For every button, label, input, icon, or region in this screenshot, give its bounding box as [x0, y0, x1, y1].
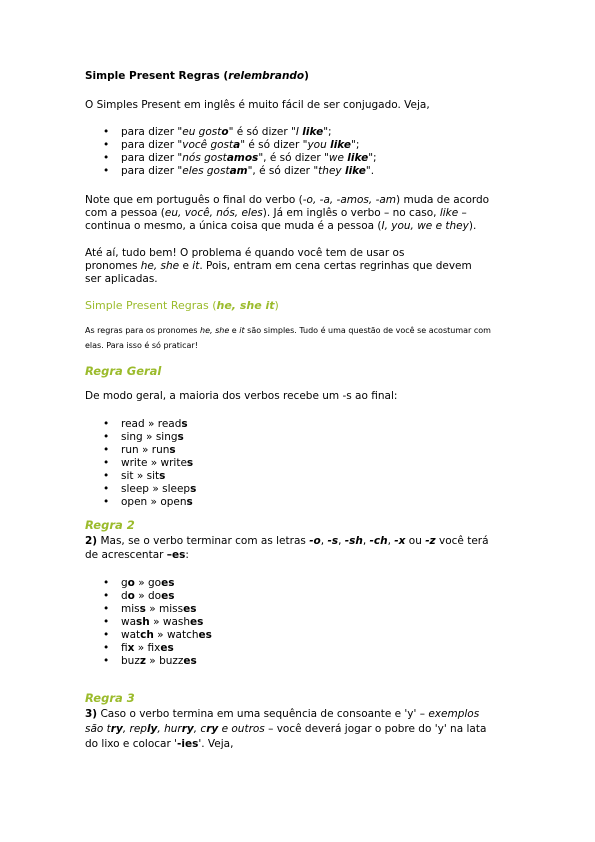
list-item: • sleep » sleeps	[85, 483, 196, 496]
page-title	[85, 70, 309, 83]
rule2-list	[85, 577, 212, 668]
note-line-1: Note que em português o final do verbo (-o, -a, -amos, -am) muda de acordo	[85, 194, 490, 206]
problem-line-3: ser aplicadas.	[85, 273, 158, 285]
section-heading: Simple Present Regras (he, she it)	[85, 299, 279, 312]
small-note-line-2: elas. Para isso é só praticar!	[85, 341, 198, 350]
rule2-line-2: de acrescentar –es:	[85, 549, 189, 561]
example-list	[85, 126, 377, 178]
problem-line-1: Até aí, tudo bem! O problema é quando você tem de usar os	[85, 247, 405, 259]
list-item: • buzz » buzzes	[85, 655, 212, 668]
list-item: • run » runs	[85, 444, 196, 457]
note-line-2: com a pessoa (eu, você, nós, eles). Já em inglês o verbo – no caso, like –	[85, 207, 467, 219]
rule2-line-1: 2) Mas, se o verbo terminar com as letras -o, -s, -sh, -ch, -x ou -z você terá	[85, 535, 489, 547]
list-item: • go » goes	[85, 577, 212, 590]
list-item: • open » opens	[85, 496, 196, 509]
rule1-heading: Regra Geral	[85, 364, 162, 378]
rule1-list	[85, 418, 196, 509]
note-line-3: continua o mesmo, a única coisa que muda é a pessoa (I, you, we e they).	[85, 220, 477, 232]
title-text: Simple Present Regras (	[85, 70, 229, 82]
rule3-heading: Regra 3	[85, 691, 135, 705]
title-end: )	[304, 70, 309, 82]
list-item: • watch » watches	[85, 629, 212, 642]
rule2-heading: Regra 2	[85, 518, 135, 532]
rule1-text: De modo geral, a maioria dos verbos recebe um -s ao final:	[85, 390, 398, 402]
rule3-line-1: 3) Caso o verbo termina em uma sequência de consoante e 'y' – exemplos	[85, 708, 480, 720]
list-item: • fix » fixes	[85, 642, 212, 655]
list-item: • do » does	[85, 590, 212, 603]
list-item: • sing » sings	[85, 431, 196, 444]
list-item: • para dizer "eu gosto" é só dizer "I like";	[85, 126, 377, 139]
list-item: • wash » washes	[85, 616, 212, 629]
small-note-line-1: As regras para os pronomes he, she e it são simples. Tudo é uma questão de você se acostumar com	[85, 326, 491, 335]
problem-line-2: pronomes he, she e it. Pois, entram em cena certas regrinhas que devem	[85, 260, 472, 272]
list-item: • miss » misses	[85, 603, 212, 616]
intro-paragraph: O Simples Present em inglês é muito fácil de ser conjugado. Veja,	[85, 99, 430, 111]
list-item: • para dizer "eles gostam", é só dizer "they like".	[85, 165, 377, 178]
list-item: • read » reads	[85, 418, 196, 431]
list-item: • write » writes	[85, 457, 196, 470]
rule3-line-3: do lixo e colocar '-ies'. Veja,	[85, 738, 234, 750]
list-item: • sit » sits	[85, 470, 196, 483]
title-italic: relembrando	[228, 70, 305, 82]
list-item: • para dizer "nós gostamos", é só dizer "we like";	[85, 152, 377, 165]
list-item: • para dizer "você gosta" é só dizer "you like";	[85, 139, 377, 152]
rule3-line-2: são try, reply, hurry, cry e outros – você deverá jogar o pobre do 'y' na lata	[85, 723, 487, 735]
